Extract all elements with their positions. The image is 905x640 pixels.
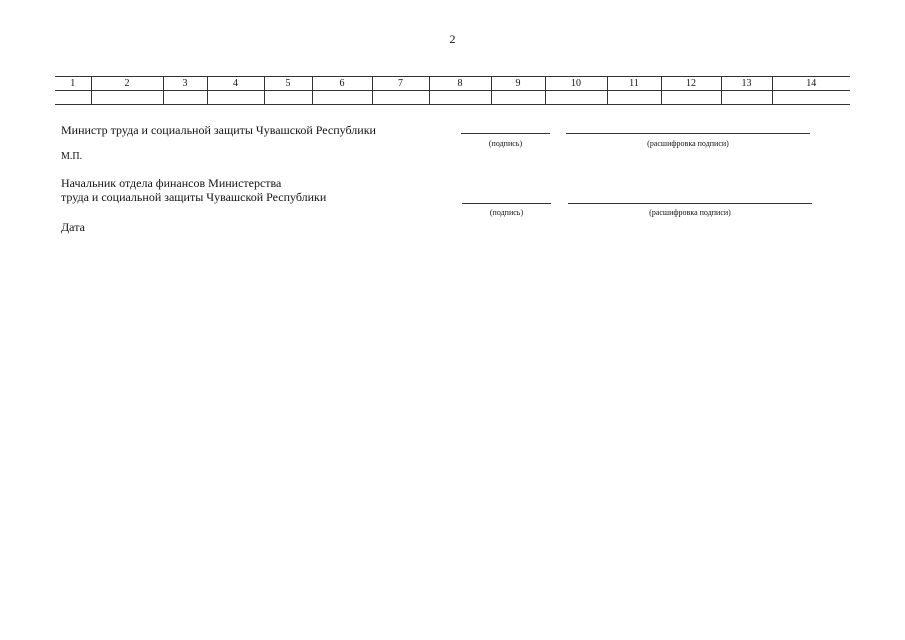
column-header: 1	[55, 77, 91, 91]
table-row	[55, 91, 850, 105]
minister-decoding-caption: (расшифровка подписи)	[647, 139, 729, 148]
table-cell	[264, 91, 312, 105]
column-header: 2	[91, 77, 163, 91]
table-cell	[545, 91, 607, 105]
head-of-finance-signature-line	[462, 203, 551, 204]
table-cell	[491, 91, 545, 105]
column-header: 3	[163, 77, 207, 91]
data-table	[55, 76, 850, 105]
head-of-finance-decoding-caption: (расшифровка подписи)	[649, 208, 731, 217]
date-label: Дата	[61, 220, 85, 234]
table-cell	[55, 91, 91, 105]
head-of-finance-title-line1: Начальник отдела финансов Министерства	[61, 176, 282, 190]
column-header: 5	[264, 77, 312, 91]
seal-label: М.П.	[61, 151, 83, 162]
table-cell	[207, 91, 264, 105]
head-of-finance-decoding-line	[568, 203, 812, 204]
column-header: 10	[545, 77, 607, 91]
column-header: 7	[372, 77, 429, 91]
table-cell	[607, 91, 661, 105]
column-header: 8	[429, 77, 491, 91]
head-of-finance-title-line2: труда и социальной защиты Чувашской Республики	[61, 190, 327, 204]
column-header: 6	[312, 77, 372, 91]
minister-decoding-line	[566, 133, 810, 134]
minister-title: Министр труда и социальной защиты Чувашской Республики	[61, 123, 376, 137]
table-cell	[91, 91, 163, 105]
table-cell	[772, 91, 850, 105]
table-cell	[312, 91, 372, 105]
table-cell	[661, 91, 721, 105]
column-header: 13	[721, 77, 772, 91]
table-cell	[429, 91, 491, 105]
minister-signature-line	[461, 133, 550, 134]
minister-signature-caption: (подпись)	[488, 139, 523, 148]
table-cell	[163, 91, 207, 105]
column-header: 11	[607, 77, 661, 91]
column-header: 4	[207, 77, 264, 91]
table-header-row	[55, 77, 850, 91]
table-cell	[721, 91, 772, 105]
column-header: 14	[772, 77, 850, 91]
head-of-finance-signature-caption: (подпись)	[489, 208, 524, 217]
table-cell	[372, 91, 429, 105]
column-header: 12	[661, 77, 721, 91]
page-number: 2	[449, 32, 456, 46]
head-of-finance-title	[61, 176, 326, 204]
column-header: 9	[491, 77, 545, 91]
